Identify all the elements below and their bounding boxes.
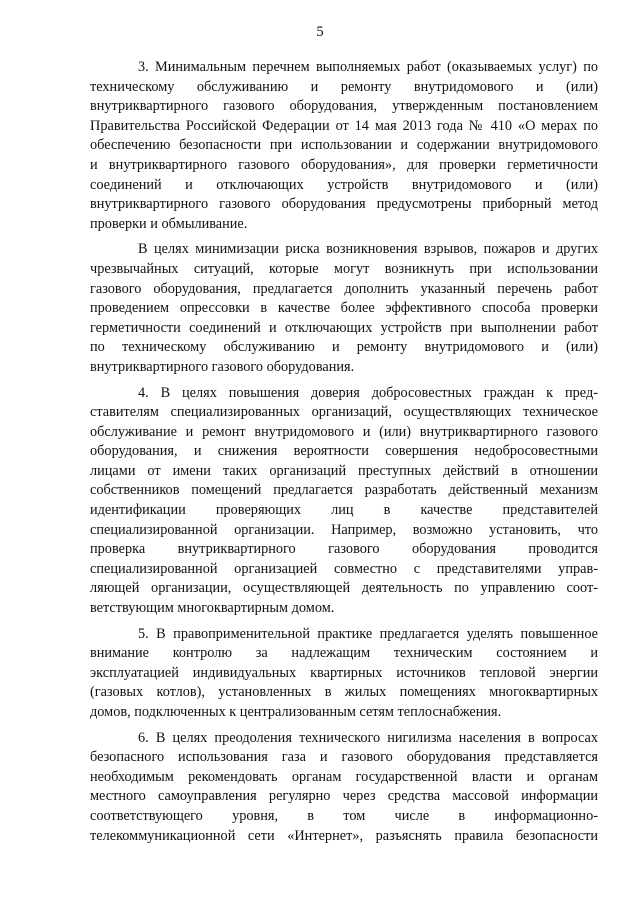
paragraph-line: ляющей организации, осуществляющей деятельность по управлению соот- [90,580,598,597]
paragraph-line: техническому обслуживанию и ремонту внутридомового и (или) [90,78,598,95]
paragraph-line: герметичности соединений и отключающих устройств при выполнении работ [90,319,598,336]
paragraph [90,384,598,619]
paragraph-line: проведением опрессовки в качестве более эффективного способа проверки [90,300,598,317]
paragraph-line: чрезвычайных ситуаций, которые могут возникнуть при использовании [90,260,598,277]
paragraph-line: обеспечению безопасности при использовании и содержании внутридомового [90,137,598,154]
paragraph-line: 6. В целях преодоления технического нигилизма населения в вопросах [138,729,598,746]
paragraph-line: Правительства Российской Федерации от 14 мая 2013 года № 410 «О мерах по [90,117,598,134]
paragraph-line: внутриквартирного газового оборудования предусмотрены приборный метод [90,196,598,213]
paragraph-line: необходимым рекомендовать органам государственной власти и органам [90,768,598,785]
document-body [90,58,598,852]
paragraph-line: эксплуатацией индивидуальных квартирных источников тепловой энергии [90,664,598,681]
paragraph-line: безопасного использования газа и газового оборудования представляется [90,749,598,766]
paragraph-line: ставителям специализированных организаций, осуществляющих техническое [90,404,598,421]
paragraph-line: соединений и отключающих устройств внутридомового и (или) [90,176,598,193]
paragraph-line: 3. Минимальным перечнем выполняемых работ (оказываемых услуг) по [138,59,598,75]
paragraph-line: проверка внутриквартирного газового оборудования проводится [90,541,598,558]
paragraph [90,58,598,234]
paragraph-line: проверки и обмыливание. [90,215,248,232]
paragraph-line: внутриквартирного газового оборудования, утвержденным постановлением [90,98,598,115]
paragraph-line: внутриквартирного газового оборудования. [90,358,355,375]
paragraph-line: 5. В правоприменительной практике предлагается уделять повышенное [138,625,598,642]
paragraph-line: по техническому обслуживанию и ремонту внутридомового и (или) [90,339,598,356]
paragraph-line: собственников помещений предлагается разработать действенный механизм [90,482,598,499]
paragraph-line: домов, подключенных к централизованным сетям теплоснабжения. [90,704,502,720]
paragraph-line: газового оборудования, предлагается дополнить указанный перечень работ [90,280,598,297]
paragraph-line: соответствующего уровня, в том числе в информационно- [90,807,598,824]
paragraph-line: специализированной организацией совместно с представителями управ- [90,560,598,577]
paragraph-line: местного самоуправления регулярно через средства массовой информации [90,788,598,805]
paragraph-line: ветствующим многоквартирным домом. [90,600,335,617]
paragraph-line: оборудования, и снижения вероятности совершения недобросовестными [90,443,598,460]
paragraph-line: идентификации проверяющих лиц в качестве представителей [90,502,598,519]
paragraph [90,240,598,377]
paragraph-line: и внутриквартирного газового оборудования», для проверки герметичности [90,156,598,173]
paragraph-line: лицами от имени таких организаций преступных действий в отношении [90,462,598,479]
paragraph-line: (газовых котлов), установленных в жилых помещениях многоквартирных [90,684,598,701]
paragraph-line: 4. В целях повышения доверия добросовестных граждан к пред- [138,384,598,401]
paragraph-line: телекоммуникационной сети «Интернет», разъяснять правила безопасности [90,827,598,844]
paragraph-line: специализированной организации. Например, возможно установить, что [90,521,598,538]
paragraph-line: внимание контролю за надлежащим техническим состоянием и [90,645,598,662]
paragraph-line: обслуживание и ремонт внутридомового и (или) внутриквартирного газового [90,423,598,440]
page-number: 5 [316,24,324,40]
paragraph [90,729,598,847]
paragraph [90,625,598,723]
paragraph-line: В целях минимизации риска возникновения взрывов, пожаров и других [138,241,598,258]
